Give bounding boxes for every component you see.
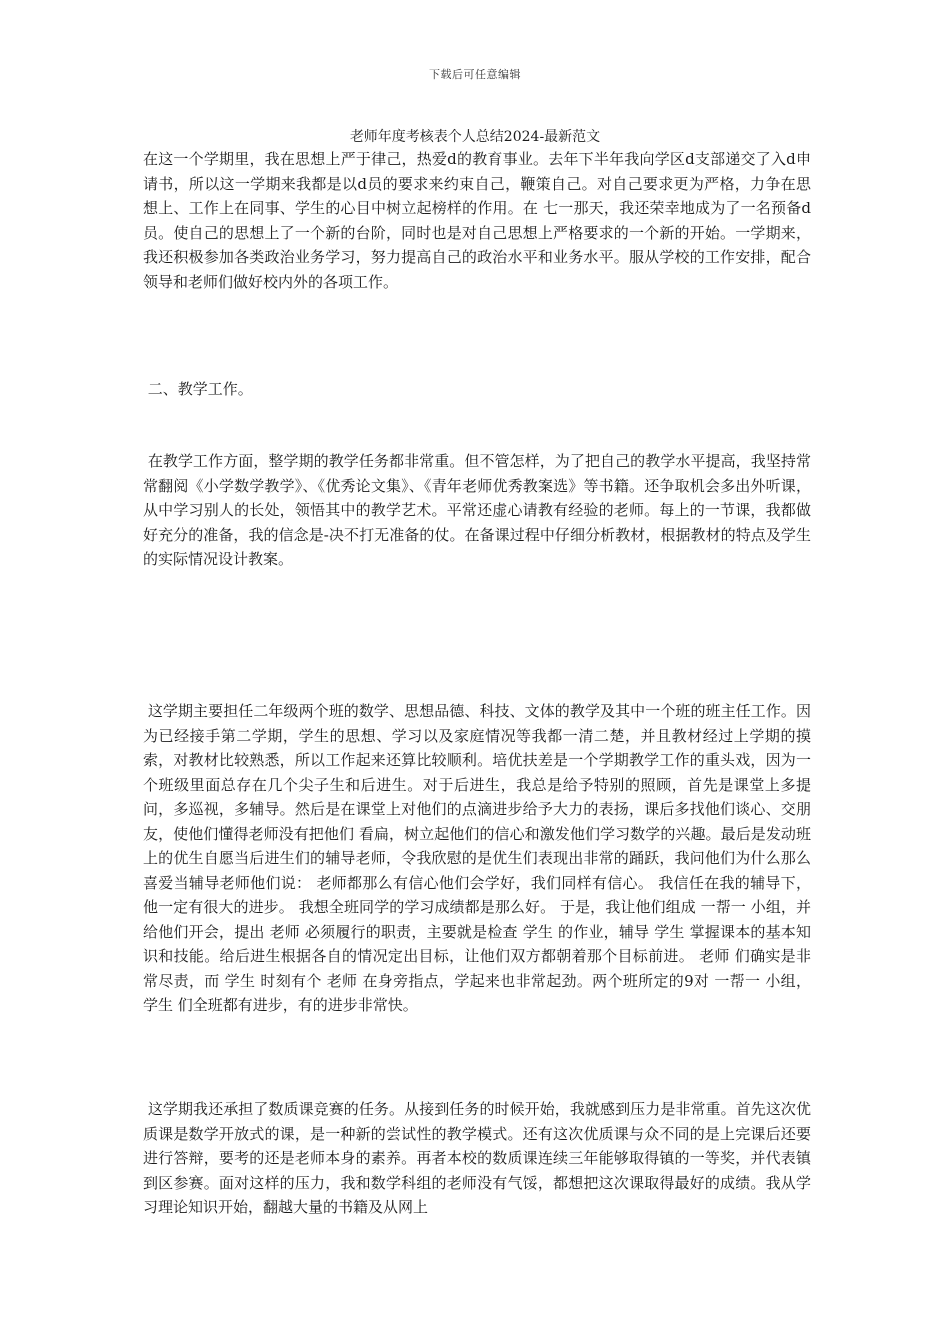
paragraph-teaching-approach: 在教学工作方面，整学期的教学任务都非常重。但不管怎样，为了把自己的教学水平提高，我坚持常常翻阅《小学数学教学》、《优秀论文集》、《青年老师优秀教案选》等书籍。还争取机会多出外听课，从中学习别人的长处，领悟其中的教学艺术。平常还虚心请教有经验的老师。每上的一节课，我都做好充分的准备，我的信念是-决不打无准备的仗。在备课过程中仔细分析教材，根据教材的特点及学生的实际情况设计教案。 bbox=[143, 452, 811, 568]
section-heading-teaching: 二、教学工作。 bbox=[143, 380, 253, 398]
document-title: 老师年度考核表个人总结2024-最新范文 bbox=[349, 129, 601, 145]
header-note: 下载后可任意编辑 bbox=[429, 68, 521, 81]
paragraph-competition: 这学期我还承担了数质课竞赛的任务。从接到任务的时候开始，我就感到压力是非常重。首先这次优质课是数学开放式的课，是一种新的尝试性的教学模式。还有这次优质课与众不同的是上完课后还要进行答辩，要考的还是老师本身的素养。再者本校的数质课连续三年能够取得镇的一等奖，并代表镇到区参赛。面对这样的压力，我和数学科组的老师没有气馁，都想把这次课取得最好的成绩。我从学习理论知识开始，翻越大量的书籍及从网上 bbox=[143, 1100, 811, 1216]
paragraph-ideology: 在这一个学期里，我在思想上严于律己，热爱d的教育事业。去年下半年我向学区d支部递交了入d申请书，所以这一学期来我都是以d员的要求来约束自己，鞭策自己。对自己要求更为严格，力争在思想上、工作上在同事、学生的心目中树立起榜样的作用。在 七一那天，我还荣幸地成为了一名预备d员。使自己的思想上了一个新的台阶，同时也是对自己思想上严格要求的一个新的开始。一学期来，我还积极参加各类政治业务学习，努力提高自己的政治水平和业务水平。服从学校的工作安排，配合领导和老师们做好校内外的各项工作。 bbox=[143, 150, 811, 291]
paragraph-class-duties: 这学期主要担任二年级两个班的数学、思想品德、科技、文体的教学及其中一个班的班主任工作。因为已经接手第二学期，学生的思想、学习以及家庭情况等我都一清二楚，并且教材经过上学期的摸索，对教材比较熟悉，所以工作起来还算比较顺利。培优扶差是一个学期教学工作的重头戏，因为一个班级里面总存在几个尖子生和后进生。对于后进生，我总是给予特别的照顾，首先是课堂上多提问，多巡视，多辅导。然后是在课堂上对他们的点滴进步给予大力的表扬，课后多找他们谈心、交朋友，使他们懂得老师没有把他们 看扁，树立起他们的信心和激发他们学习数学的兴趣。最后是发动班上的优生自愿当后进生们的辅导老师，令我欣慰的是优生们表现出非常的踊跃，我问他们为什么那么喜爱当辅导老师他们说： 老师都那么有信心他们会学好，我们同样有信心。 我信任在我的辅导下，他一定有很大的进步。 我想全班同学的学习成绩都是那么好。 于是，我让他们组成 一帮一 小组，并给他们开会，提出 老师 必须履行的职责，主要就是检查 学生 的作业，辅导 学生 掌握课本的基本知识和技能。给后进生根据各自的情况定出目标，让他们双方都朝着那个目标前进。 老师 们确实是非常尽责，而 学生 时刻有个 老师 在身旁指点，学起来也非常起劲。两个班所定的9对 一帮一 小组， 学生 们全班都有进步，有的进步非常快。 bbox=[143, 702, 816, 1014]
